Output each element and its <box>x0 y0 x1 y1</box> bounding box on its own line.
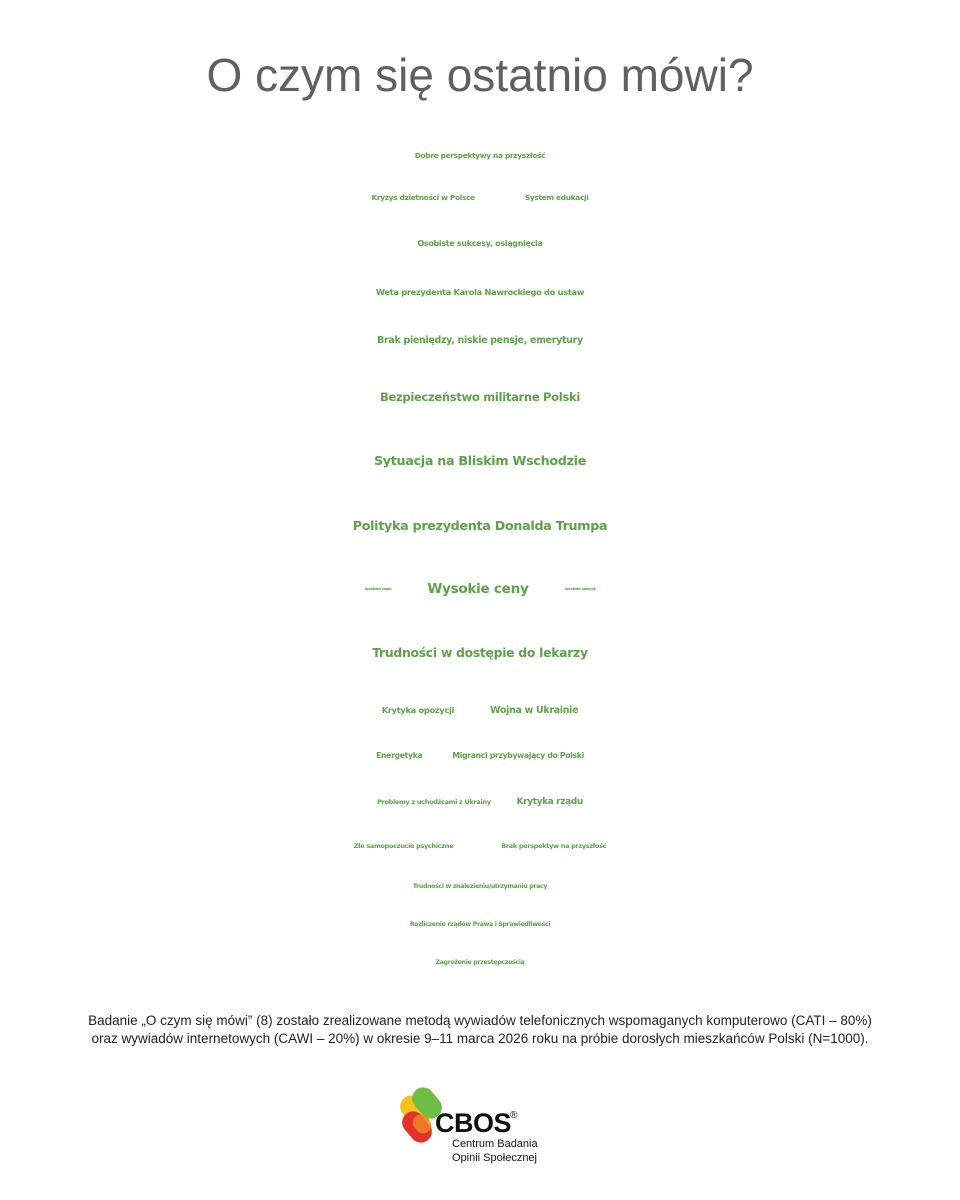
page-title: O czym się ostatnio mówi? <box>206 49 754 101</box>
word-system-edukacji: System edukacji <box>524 192 589 202</box>
cbos-subtitle-line-2: Opinii Społecznej <box>452 1152 537 1164</box>
cbos-logo <box>400 1080 580 1170</box>
word-weta-prezydenta: Weta prezydenta Karola Nawrockiego do ustaw <box>375 287 585 297</box>
word-praca: Trudności w znalezieniu/utrzymaniu pracy <box>412 882 548 890</box>
word-uchodzcy: Problemy z uchodźcami z Ukrainy <box>377 798 491 806</box>
cbos-logo-name: CBOS <box>435 1108 512 1138</box>
methodology-line-2: oraz wywiadów internetowych (CAWI – 20%) w okresie 9–11 marca 2026 roku na próbie dorosłych mieszkańców Polski (N=1000). <box>91 1031 869 1046</box>
word-lekarze: Trudności w dostępie do lekarzy <box>372 644 588 660</box>
word-brak-pieniedzy: Brak pieniędzy, niskie pensje, emerytury <box>377 334 583 346</box>
word-migranci: Migranci przybywający do Polski <box>452 750 584 760</box>
word-dobre-perspektywy: Dobre perspektywy na przyszłość <box>414 150 546 160</box>
word-wysokie-ceny: Wysokie ceny <box>427 581 529 597</box>
word-przestepczosc: Zagrożenie przestępczością <box>435 958 525 966</box>
word-wojna-ukraina: Wojna w Ukrainie <box>490 704 579 716</box>
methodology-line-1: Badanie „O czym się mówi” (8) zostało zrealizowane metodą wywiadów telefonicznych wspomaganych komputerowo (CATI – 80%) <box>88 1013 872 1028</box>
word-brak-perspektyw: Brak perspektyw na przyszłość <box>501 842 607 850</box>
word-bliski-wschod: Sytuacja na Bliskim Wschodzie <box>373 452 587 468</box>
word-krytyka-opozycji: Krytyka opozycji <box>381 705 455 715</box>
methodology-note <box>0 1012 960 1048</box>
cbos-subtitle-line-1: Centrum Badania <box>452 1138 538 1150</box>
word-energetyka: Energetyka <box>376 750 423 760</box>
registered-mark: ® <box>510 1110 518 1121</box>
word-osobiste-sukcesy: Osobiste sukcesy, osiągnięcia <box>417 238 543 248</box>
word-kryzys-dzietnosci: Kryzys dzietności w Polsce <box>371 192 475 202</box>
word-rozliczenie-pis: Rozliczenie rządów Prawa i Sprawiedliwości <box>409 920 551 928</box>
cbos-logo-subtitle <box>452 1137 538 1165</box>
word-aprobata-opozycji: Aprobata opozycji <box>564 587 596 591</box>
word-bezpieczenstwo: Bezpieczeństwo militarne Polski <box>379 390 581 404</box>
word-samopoczucie: Złe samopoczucie psychiczne <box>353 842 454 850</box>
word-krytyka-rzadu: Krytyka rządu <box>516 797 583 807</box>
word-aprobata-rzadu: Aprobata rządu <box>364 587 392 591</box>
word-polityka-trumpa: Polityka prezydenta Donalda Trumpa <box>352 517 608 533</box>
